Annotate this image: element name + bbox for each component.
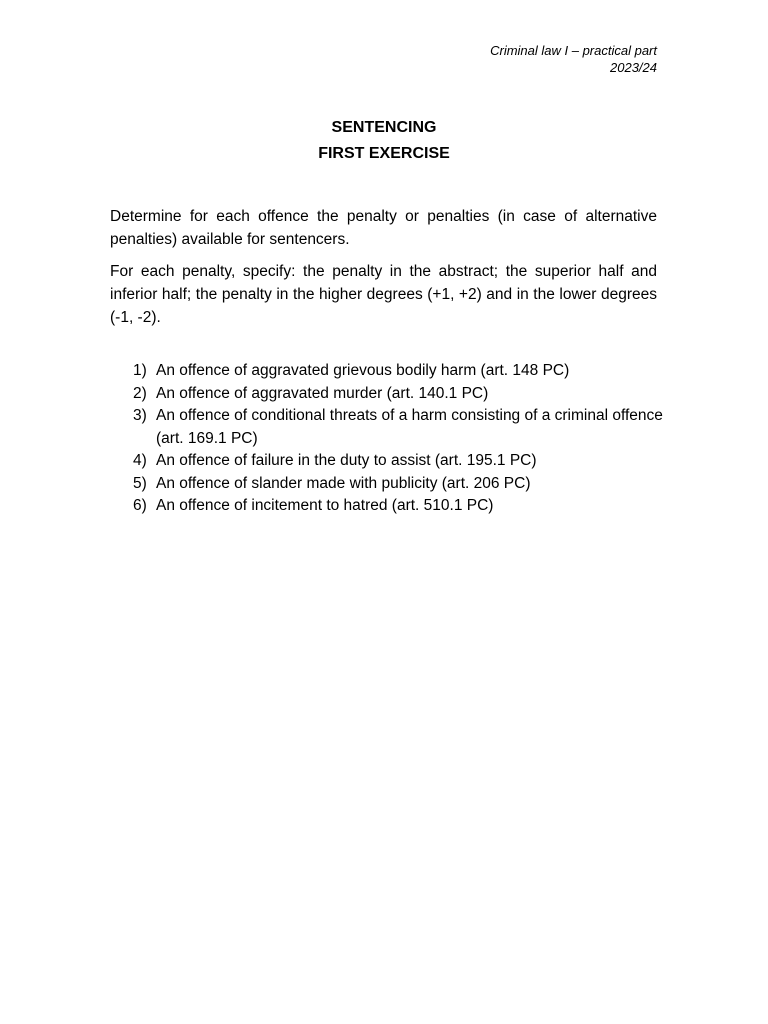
academic-year: 2023/24 bbox=[610, 60, 657, 75]
list-item-text: An offence of failure in the duty to assist (art. 195.1 PC) bbox=[156, 452, 537, 469]
list-item bbox=[133, 405, 663, 450]
list-item bbox=[133, 473, 663, 496]
list-item-number: 3) bbox=[133, 407, 147, 424]
list-item bbox=[133, 450, 663, 473]
document-title: SENTENCING bbox=[331, 119, 437, 136]
offence-list bbox=[133, 360, 663, 518]
list-item-text: An offence of slander made with publicity (art. 206 PC) bbox=[156, 474, 531, 492]
title-block bbox=[0, 115, 768, 167]
list-item bbox=[133, 360, 663, 383]
instructions bbox=[110, 205, 657, 338]
instructions-paragraph-2: For each penalty, specify: the penalty in the abstract; the superior half and inferior half; the penalty in the higher degrees (+1, +2) and in the lower degrees (-1, -2). bbox=[110, 263, 657, 326]
list-item-text: An offence of aggravated grievous bodily harm (art. 148 PC) bbox=[156, 362, 570, 379]
list-item-number: 2) bbox=[133, 384, 147, 402]
list-item bbox=[133, 383, 663, 406]
exercise-subtitle: FIRST EXERCISE bbox=[318, 145, 450, 162]
list-item-number: 5) bbox=[133, 474, 147, 492]
list-item-text: An offence of aggravated murder (art. 140.1 PC) bbox=[156, 384, 489, 402]
list-item-number: 6) bbox=[133, 497, 147, 514]
document-header bbox=[490, 42, 657, 76]
list-item-number: 4) bbox=[133, 452, 147, 469]
course-name: Criminal law I – practical part bbox=[490, 43, 657, 58]
list-item-text: An offence of incitement to hatred (art. 510.1 PC) bbox=[156, 497, 494, 514]
list-item bbox=[133, 495, 663, 518]
list-item-text: An offence of conditional threats of a harm consisting of a criminal offence (art. 169.1 PC) bbox=[156, 407, 663, 447]
list-item-number: 1) bbox=[133, 362, 147, 379]
instructions-paragraph-1: Determine for each offence the penalty or penalties (in case of alternative penalties) available for sentencers. bbox=[110, 208, 657, 248]
